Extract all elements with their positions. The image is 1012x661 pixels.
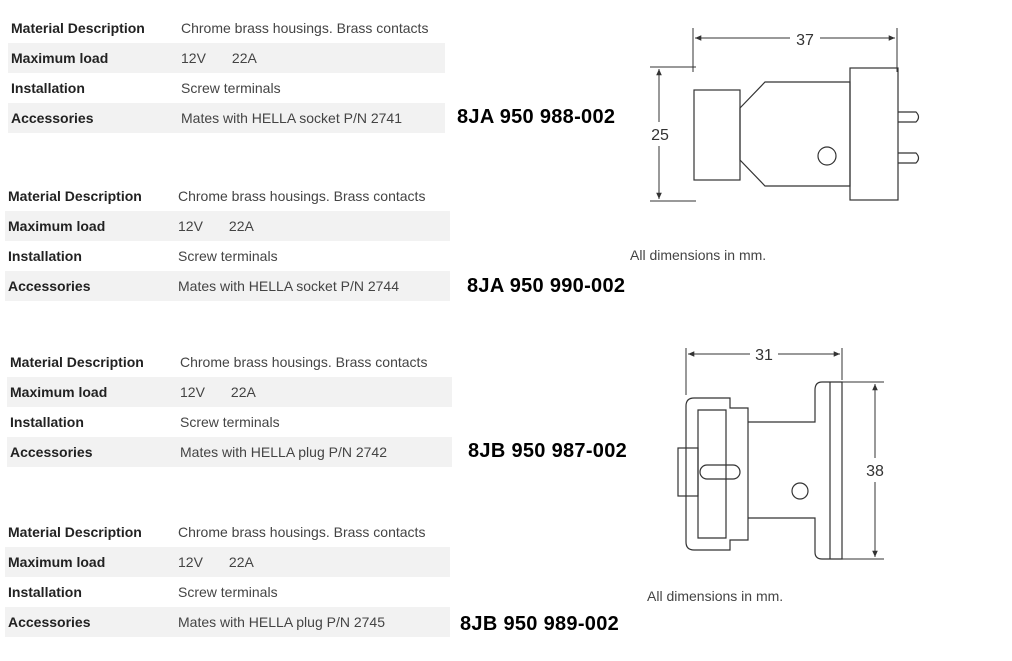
spec-value: Mates with HELLA plug P/N 2745 <box>178 607 450 637</box>
spec-row-installation <box>8 73 445 103</box>
load-current: 22A <box>231 50 257 66</box>
spec-value <box>181 43 445 73</box>
spec-row-installation <box>5 241 450 271</box>
spec-row-accessories <box>7 437 452 467</box>
spec-value: Screw terminals <box>178 248 278 264</box>
spec-label: Installation <box>8 584 82 600</box>
spec-value <box>180 377 452 407</box>
plug-height-dim: 25 <box>651 127 669 144</box>
load-voltage: 12V <box>180 384 205 400</box>
spec-label: Accessories <box>8 103 181 133</box>
spec-row-load <box>5 547 450 577</box>
spec-row-load <box>5 211 450 241</box>
spec-label: Accessories <box>5 271 178 301</box>
spec-value: Screw terminals <box>181 80 281 96</box>
spec-row-material <box>5 517 450 547</box>
spec-row-installation <box>7 407 452 437</box>
part-number-2: 8JA 950 990-002 <box>467 275 626 297</box>
spec-value: Screw terminals <box>180 414 280 430</box>
spec-label: Material Description <box>10 354 144 370</box>
part-number-1: 8JA 950 988-002 <box>457 106 616 128</box>
spec-label: Maximum load <box>7 377 180 407</box>
plug-width-dim: 37 <box>796 32 814 49</box>
spec-row-load <box>7 377 452 407</box>
spec-label: Material Description <box>11 20 145 36</box>
spec-value: Chrome brass housings. Brass contacts <box>180 354 428 370</box>
socket-dimension-drawing <box>670 340 900 570</box>
spec-label: Material Description <box>8 188 142 204</box>
spec-label: Material Description <box>8 524 142 540</box>
spec-row-accessories <box>8 103 445 133</box>
spec-label: Installation <box>8 248 82 264</box>
load-current: 22A <box>228 554 254 570</box>
load-current: 22A <box>230 384 256 400</box>
spec-label: Accessories <box>7 437 180 467</box>
spec-value: Chrome brass housings. Brass contacts <box>181 20 429 36</box>
spec-label: Maximum load <box>8 43 181 73</box>
spec-value: Chrome brass housings. Brass contacts <box>178 524 426 540</box>
spec-row-installation <box>5 577 450 607</box>
spec-row-material <box>8 13 445 43</box>
spec-value <box>178 547 450 577</box>
socket-width-dim: 31 <box>755 347 773 364</box>
spec-value <box>178 211 450 241</box>
spec-table-3 <box>7 347 452 467</box>
spec-row-load <box>8 43 445 73</box>
load-voltage: 12V <box>181 50 206 66</box>
spec-label: Maximum load <box>5 547 178 577</box>
load-current: 22A <box>228 218 254 234</box>
load-voltage: 12V <box>178 218 203 234</box>
part-number-4: 8JB 950 989-002 <box>460 613 620 635</box>
plug-dimension-drawing <box>640 20 940 210</box>
spec-row-material <box>7 347 452 377</box>
dims-note-1: All dimensions in mm. <box>630 247 767 263</box>
spec-label: Installation <box>11 80 85 96</box>
spec-table-4 <box>5 517 450 637</box>
spec-label: Installation <box>10 414 84 430</box>
spec-value: Mates with HELLA socket P/N 2744 <box>178 271 450 301</box>
spec-row-accessories <box>5 607 450 637</box>
spec-label: Accessories <box>5 607 178 637</box>
load-voltage: 12V <box>178 554 203 570</box>
spec-value: Chrome brass housings. Brass contacts <box>178 188 426 204</box>
spec-table-1 <box>8 13 445 133</box>
socket-height-dim: 38 <box>866 463 884 480</box>
dims-note-2: All dimensions in mm. <box>647 588 784 604</box>
spec-table-2 <box>5 181 450 301</box>
socket-outline <box>678 382 842 559</box>
spec-value: Mates with HELLA plug P/N 2742 <box>180 437 452 467</box>
spec-value: Mates with HELLA socket P/N 2741 <box>181 103 445 133</box>
part-number-3: 8JB 950 987-002 <box>468 440 628 462</box>
spec-label: Maximum load <box>5 211 178 241</box>
plug-outline <box>694 68 919 200</box>
spec-value: Screw terminals <box>178 584 278 600</box>
spec-row-accessories <box>5 271 450 301</box>
spec-row-material <box>5 181 450 211</box>
